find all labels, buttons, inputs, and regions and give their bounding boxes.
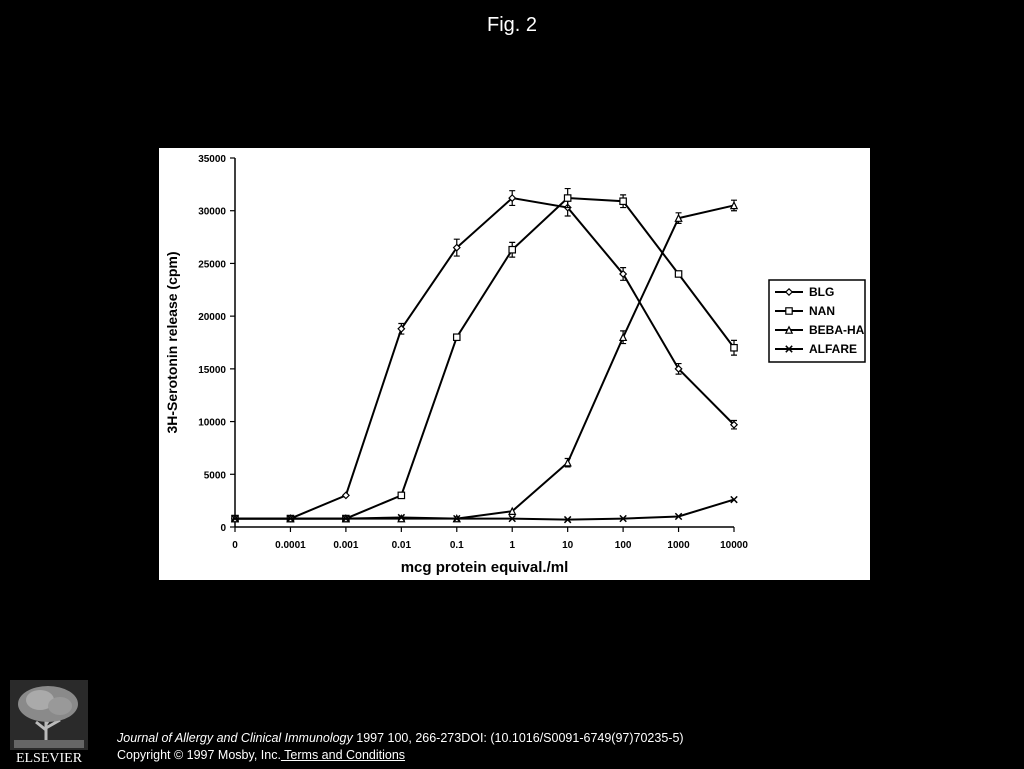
- y-tick-label: 20000: [198, 312, 226, 324]
- copyright-text: Copyright © 1997 Mosby, Inc.: [117, 748, 281, 762]
- x-tick-label: 1: [509, 540, 516, 551]
- legend-label: ALFARE: [809, 342, 857, 356]
- data-point: [398, 492, 404, 498]
- data-point: [731, 202, 737, 208]
- series-beba-ha: [232, 200, 737, 522]
- terms-link[interactable]: Terms and Conditions: [280, 748, 406, 762]
- elsevier-wordmark: ELSEVIER: [15, 751, 83, 764]
- data-point: [620, 334, 626, 340]
- legend-label: NAN: [809, 304, 835, 318]
- x-tick-label: 0: [232, 540, 238, 551]
- data-point: [564, 195, 570, 201]
- citation-line: [117, 730, 684, 747]
- series-line: [235, 198, 734, 519]
- data-point: [620, 198, 626, 204]
- series-line: [235, 205, 734, 518]
- legend-label: BLG: [809, 285, 835, 299]
- elsevier-tree-icon: [10, 680, 88, 764]
- data-point: [564, 459, 570, 465]
- series-blg: [232, 191, 737, 522]
- x-tick-label: 0.1: [449, 540, 464, 551]
- legend: [769, 280, 865, 362]
- data-point: [731, 345, 737, 351]
- x-tick-label: 100: [614, 540, 632, 551]
- y-axis-label: 3H-Serotonin release (cpm): [164, 251, 180, 434]
- x-tick-label: 10000: [720, 540, 748, 551]
- y-tick-label: 0: [220, 523, 226, 534]
- x-tick-label: 0.01: [391, 540, 412, 551]
- copyright-line: [117, 747, 684, 764]
- series-nan: [232, 189, 737, 522]
- y-tick-label: 25000: [198, 259, 226, 271]
- y-tick-label: 10000: [198, 417, 226, 429]
- legend-label: BEBA-HA: [809, 323, 865, 337]
- x-tick-label: 0.001: [333, 540, 359, 551]
- journal-name: Journal of Allergy and Clinical Immunology: [117, 731, 353, 745]
- citation-details: 1997 100, 266-273DOI: (10.1016/S0091-6749(97)70235-5): [352, 731, 684, 745]
- line-chart: [159, 148, 870, 580]
- data-point: [509, 247, 515, 253]
- y-tick-label: 35000: [198, 154, 226, 165]
- x-axis-label: mcg protein equival./ml: [400, 559, 569, 576]
- data-point: [343, 492, 349, 498]
- y-tick-label: 30000: [198, 206, 226, 218]
- series-alfare: [232, 496, 737, 522]
- chart-panel: [159, 148, 870, 580]
- x-tick-label: 1000: [667, 540, 690, 551]
- citation: [117, 730, 684, 764]
- data-point: [454, 334, 460, 340]
- y-tick-label: 15000: [198, 364, 226, 376]
- data-point: [675, 271, 681, 277]
- legend-marker: [786, 308, 792, 314]
- data-point: [675, 215, 681, 221]
- x-tick-label: 0.0001: [275, 540, 306, 551]
- series-line: [235, 198, 734, 519]
- x-tick-label: 10: [562, 540, 574, 551]
- figure-title: Fig. 2: [486, 14, 538, 36]
- elsevier-logo: [10, 680, 88, 764]
- y-tick-label: 5000: [203, 470, 226, 482]
